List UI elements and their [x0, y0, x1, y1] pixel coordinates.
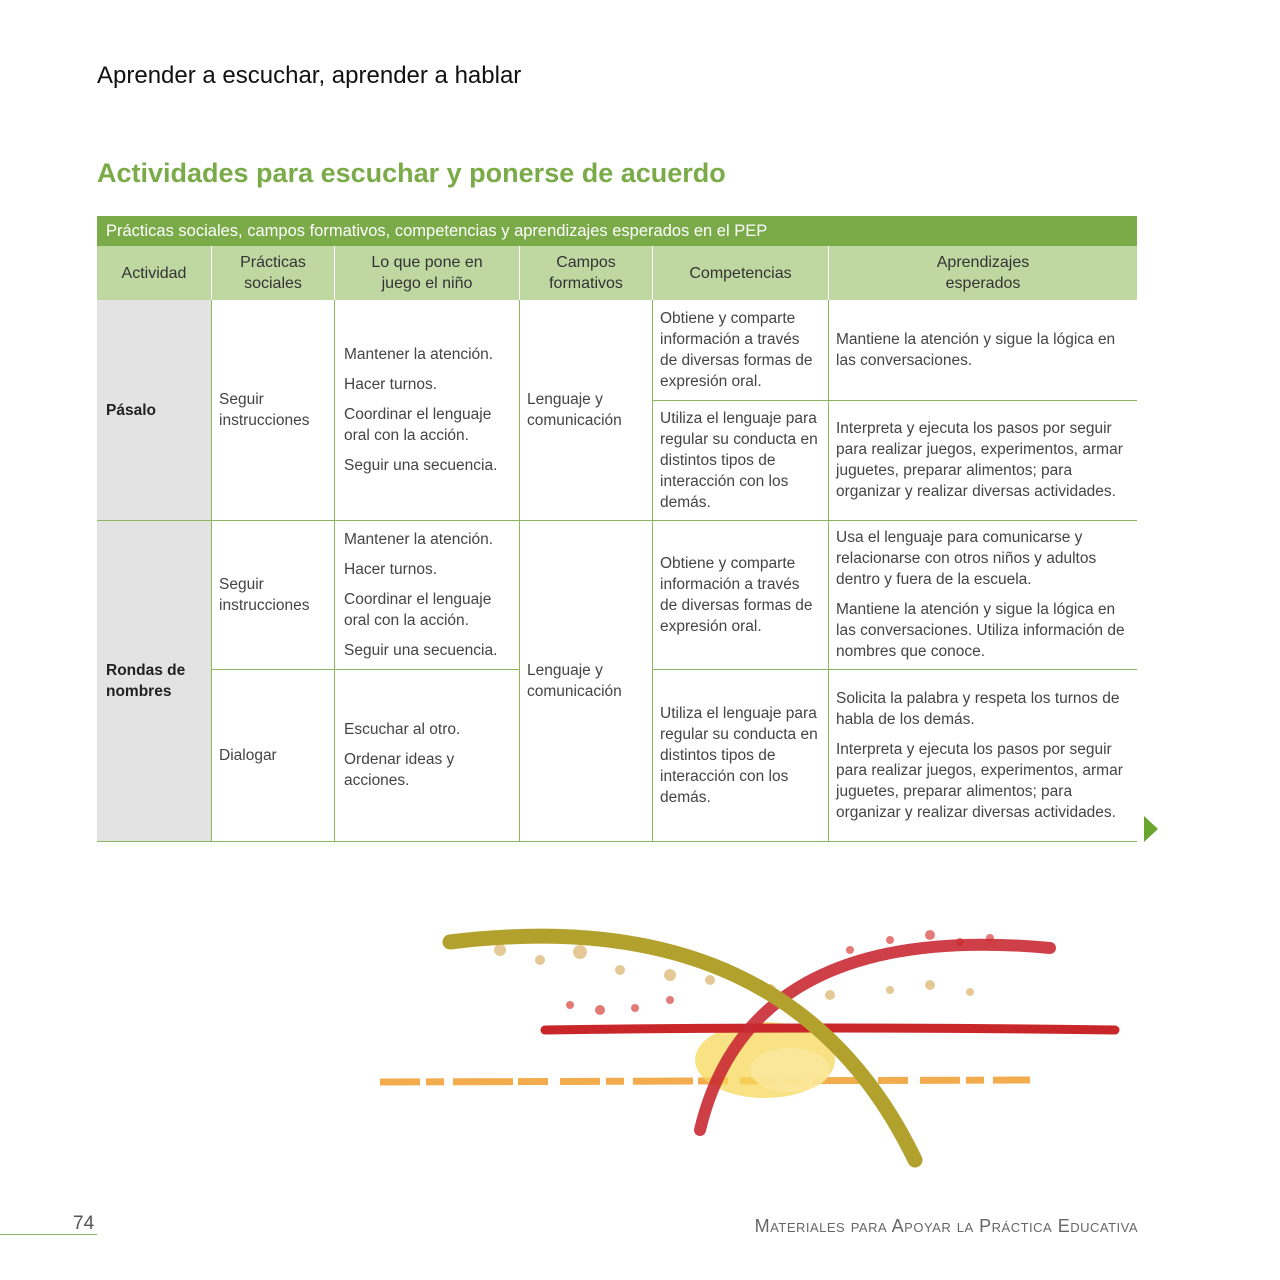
- lo-que-pone-rondas-2: [334, 669, 519, 841]
- table-divider: [211, 300, 212, 841]
- lo-que-pone-item: Seguir una secuencia.: [344, 457, 498, 474]
- aprendizajes-rondas-2: [828, 669, 1137, 841]
- aprendizaje-pasalo-2: Interpreta y ejecuta los pasos por seguir para realizar juegos, experimentos, armar juguetes, preparar alimentos; para organizar y realizar diversas actividades.: [836, 420, 1123, 500]
- table-divider: [97, 520, 1137, 521]
- table-divider: [519, 300, 520, 841]
- lo-que-pone-item: Mantener la atención.: [344, 346, 494, 363]
- activity-pasalo: Pásalo: [97, 300, 211, 520]
- table-divider: [652, 300, 653, 841]
- header-actividad: Actividad: [97, 246, 211, 300]
- lo-que-pone-item: Coordinar el lenguaje oral con la acción.: [344, 590, 492, 629]
- section-title: Actividades para escuchar y ponerse de acuerdo: [97, 158, 726, 188]
- page-number: 74: [73, 1213, 95, 1234]
- table-caption: Prácticas sociales, campos formativos, competencias y aprendizajes esperados en el PEP: [97, 216, 1137, 246]
- aprendizaje-pasalo-1: Mantiene la atención y sigue la lógica en las conversaciones.: [836, 331, 1116, 369]
- lo-que-pone-pasalo: [334, 300, 519, 520]
- practica-rondas-2: Dialogar: [219, 746, 277, 764]
- lo-que-pone-item: Seguir una secuencia.: [344, 641, 498, 659]
- aprendizaje-item: Mantiene la atención y sigue la lógica en las conversaciones. Utiliza información de nombres que conoce.: [836, 601, 1125, 660]
- campo-pasalo: Lenguaje y comunicación: [527, 391, 622, 429]
- aprendizaje-item: Interpreta y ejecuta los pasos por seguir para realizar juegos, experimentos, armar juguetes, preparar alimentos; para organizar y realizar diversas actividades.: [836, 740, 1123, 821]
- activity-rondas: Rondas de nombres: [97, 520, 211, 841]
- table-divider: [334, 300, 335, 841]
- header-lo-que-pone: Lo que pone en juego el niño: [334, 246, 519, 300]
- competencia-rondas-2: Utiliza el lenguaje para regular su conducta en distintos tipos de interacción con los demás.: [660, 704, 818, 806]
- lo-que-pone-item: Hacer turnos.: [344, 376, 438, 393]
- header-practicas: Prácticas sociales: [211, 246, 334, 300]
- table-divider: [652, 669, 1137, 670]
- footer-rule: [0, 1234, 97, 1235]
- practica-pasalo: Seguir instrucciones: [219, 391, 310, 429]
- header-aprendizajes: Aprendizajes esperados: [828, 246, 1137, 300]
- running-head: Aprender a escuchar, aprender a hablar: [97, 62, 522, 89]
- practica-rondas-1: Seguir instrucciones: [219, 575, 310, 614]
- next-page-arrow-icon: [1144, 816, 1158, 842]
- lo-que-pone-item: Coordinar el lenguaje oral con la acción.: [344, 406, 492, 444]
- table-divider: [652, 400, 1137, 401]
- pep-table: [97, 216, 1137, 842]
- aprendizaje-item: Usa el lenguaje para comunicarse y relacionarse con otros niños y adultos dentro y fuera de la escuela.: [836, 529, 1097, 588]
- competencia-pasalo-2: Utiliza el lenguaje para regular su conducta en distintos tipos de interacción con los demás.: [660, 409, 818, 511]
- table-divider: [211, 669, 519, 670]
- competencia-pasalo-1: Obtiene y comparte información a través de diversas formas de expresión oral.: [660, 310, 813, 390]
- lo-que-pone-item: Ordenar ideas y acciones.: [344, 751, 455, 789]
- aprendizaje-item: Solicita la palabra y respeta los turnos de habla de los demás.: [836, 689, 1120, 728]
- campo-rondas: Lenguaje y comunicación: [527, 661, 622, 700]
- decorative-brushstroke-illustration: [370, 880, 1130, 1180]
- lo-que-pone-rondas-1: [334, 520, 519, 669]
- aprendizajes-rondas-1: [828, 520, 1137, 669]
- header-campos: Campos formativos: [519, 246, 652, 300]
- table-divider: [828, 300, 829, 841]
- competencia-rondas-1: Obtiene y comparte información a través de diversas formas de expresión oral.: [660, 554, 813, 635]
- lo-que-pone-item: Hacer turnos.: [344, 560, 438, 578]
- series-title: Materiales para Apoyar la Práctica Educativa: [754, 1216, 1138, 1236]
- header-competencias: Competencias: [652, 246, 828, 300]
- lo-que-pone-item: Escuchar al otro.: [344, 721, 461, 738]
- lo-que-pone-item: Mantener la atención.: [344, 530, 494, 548]
- table-divider: [97, 841, 1137, 842]
